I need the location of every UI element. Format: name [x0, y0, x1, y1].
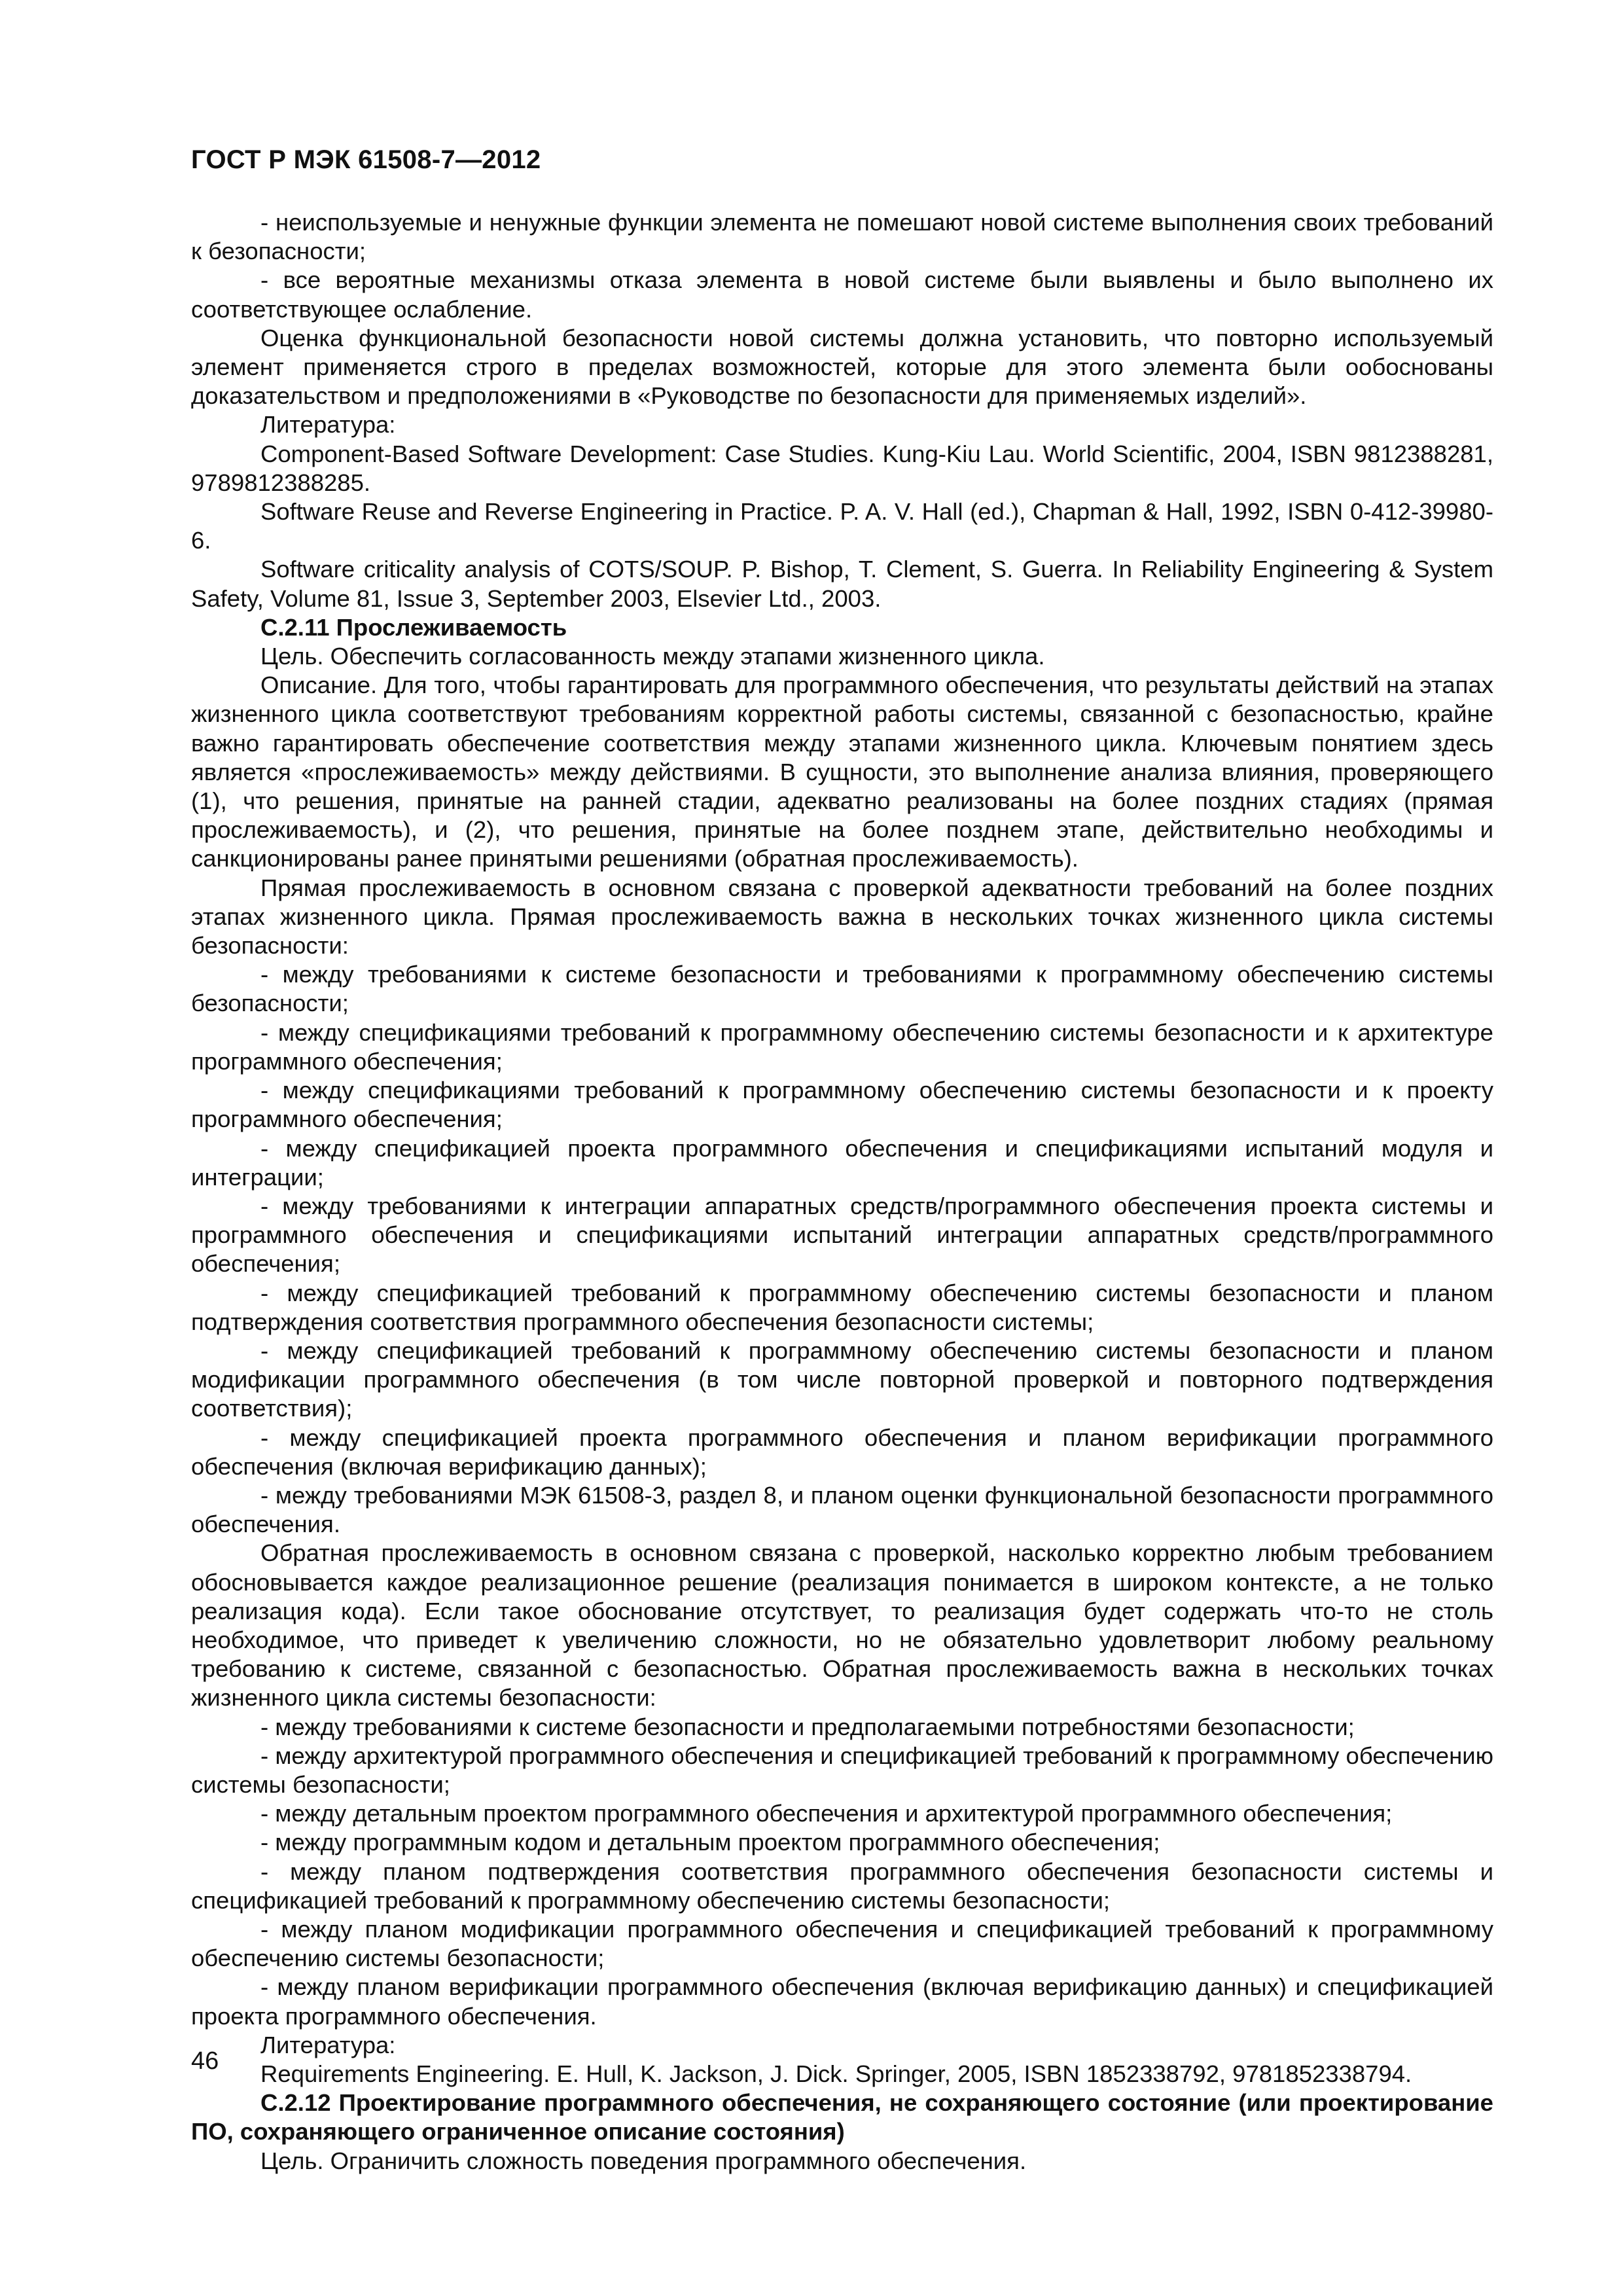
paragraph: Component-Based Software Development: Case Studies. Kung-Kiu Lau. World Scientific, 2004, ISBN 9812388281, 9789812388285.: [191, 440, 1493, 496]
page-number: 46: [191, 2047, 219, 2075]
paragraph: - между спецификацией проекта программного обеспечения и планом верификации программного обеспечения (включая верификацию данных);: [191, 1424, 1493, 1480]
paragraph: - между архитектурой программного обеспечения и спецификацией требований к программному обеспечению системы безопасности;: [191, 1742, 1493, 1798]
paragraph: - неиспользуемые и ненужные функции элемента не помешают новой системе выполнения своих требований к безопасности;: [191, 209, 1493, 265]
paragraph: - между программным кодом и детальным проектом программного обеспечения;: [260, 1829, 1160, 1856]
paragraph: Цель. Ограничить сложность поведения программного обеспечения.: [260, 2147, 1027, 2174]
paragraph: - между спецификацией требований к программному обеспечению системы безопасности и планом подтверждения соответствия программного обеспечения безопасности системы;: [191, 1279, 1493, 1335]
paragraph: - между требованиями МЭК 61508-3, раздел 8, и планом оценки функциональной безопасности программного обеспечения.: [191, 1481, 1493, 1538]
paragraph: - между требованиями к интеграции аппаратных средств/программного обеспечения проекта системы и программного обеспечения и спецификациями испытаний интеграции аппаратных средств/программного обеспечения;: [191, 1192, 1493, 1278]
section-heading: С.2.11 Прослеживаемость: [260, 613, 567, 641]
paragraph: - все вероятные механизмы отказа элемента в новой системе были выявлены и было выполнено их соответствующее ослабление.: [191, 266, 1493, 323]
section-heading: С.2.12 Проектирование программного обеспечения, не сохраняющего состояние (или проектирование ПО, сохраняющего ограниченное описание состояния): [191, 2089, 1493, 2145]
document-header: ГОСТ Р МЭК 61508-7—2012: [191, 145, 541, 174]
paragraph: Requirements Engineering. E. Hull, K. Jackson, J. Dick. Springer, 2005, ISBN 1852338792, 9781852338794.: [260, 2060, 1412, 2087]
paragraph: - между спецификациями требований к программному обеспечению системы безопасности и к архитектуре программного обеспечения;: [191, 1018, 1493, 1075]
paragraph: - между планом верификации программного обеспечения (включая верификацию данных) и спецификацией проекта программного обеспечения.: [191, 1973, 1493, 2030]
paragraph: Оценка функциональной безопасности новой системы должна установить, что повторно используемый элемент применяется строго в пределах возможностей, которые для этого элемента были ообоснованы доказательством и предположениями в «Руководстве по безопасности для применяемых изделий».: [191, 324, 1493, 410]
paragraph: Цель. Обеспечить согласованность между этапами жизненного цикла.: [260, 643, 1045, 670]
paragraph: - между спецификацией требований к программному обеспечению системы безопасности и планом модификации программного обеспечения (в том числе повторной проверкой и повторного подтверждения соответствия);: [191, 1336, 1493, 1422]
paragraph: Описание. Для того, чтобы гарантировать для программного обеспечения, что результаты действий на этапах жизненного цикла соответствуют требованиям корректной работы системы, связанной с безопасностью, крайне важно гарантировать обеспечение соответствия между этапами жизненного цикла. Ключевым понятием здесь является «прослеживаемость» между действиями. В сущности, это выполнение анализа влияния, проверяющего (1), что решения, принятые на ранней стадии, адекватно реализованы на более поздних стадиях (прямая прослеживаемость), и (2), что решения, принятые на более позднем этапе, действительно необходимы и санкционированы ранее принятыми решениями (обратная прослеживаемость).: [191, 672, 1493, 872]
paragraph: Software Reuse and Reverse Engineering in Practice. P. A. V. Hall (ed.), Chapman & Hall, 1992, ISBN 0-412-39980-6.: [191, 498, 1493, 554]
paragraph: Литература:: [260, 411, 396, 439]
paragraph: Прямая прослеживаемость в основном связана с проверкой адекватности требований на более поздних этапах жизненного цикла. Прямая прослеживаемость важна в нескольких точках жизненного цикла системы безопасности:: [191, 874, 1493, 960]
paragraph: - между требованиями к системе безопасности и предполагаемыми потребностями безопасности;: [260, 1713, 1355, 1740]
paragraph: Обратная прослеживаемость в основном связана с проверкой, насколько корректно любым требованием обосновывается каждое реализационное решение (реализация понимается в широком контексте, а не только реализация кода). Если такое обоснование отсутствует, то реализация будет содержать что-то не столь необходимое, что приведет к увеличению сложности, но не обязательно удовлетворит любому реальному требованию к системе, связанной с безопасностью. Обратная прослеживаемость важна в нескольких точках жизненного цикла системы безопасности:: [191, 1539, 1493, 1712]
paragraph: - между детальным проектом программного обеспечения и архитектурой программного обеспечения;: [260, 1800, 1393, 1827]
paragraph: Software criticality analysis of COTS/SOUP. P. Bishop, T. Clement, S. Guerra. In Reliability Engineering & System Safety, Volume 81, Issue 3, September 2003, Elsevier Ltd., 2003.: [191, 556, 1493, 612]
paragraph: - между планом модификации программного обеспечения и спецификацией требований к программному обеспечению системы безопасности;: [191, 1915, 1493, 1972]
document-body: [191, 208, 1493, 2176]
paragraph: Литература:: [260, 2031, 396, 2058]
paragraph: - между планом подтверждения соответствия программного обеспечения безопасности системы и спецификацией требований к программному обеспечению системы безопасности;: [191, 1857, 1493, 1914]
paragraph: - между спецификацией проекта программного обеспечения и спецификациями испытаний модуля и интеграции;: [191, 1134, 1493, 1191]
paragraph: - между требованиями к системе безопасности и требованиями к программному обеспечению системы безопасности;: [191, 961, 1493, 1017]
paragraph: - между спецификациями требований к программному обеспечению системы безопасности и к проекту программного обеспечения;: [191, 1077, 1493, 1133]
